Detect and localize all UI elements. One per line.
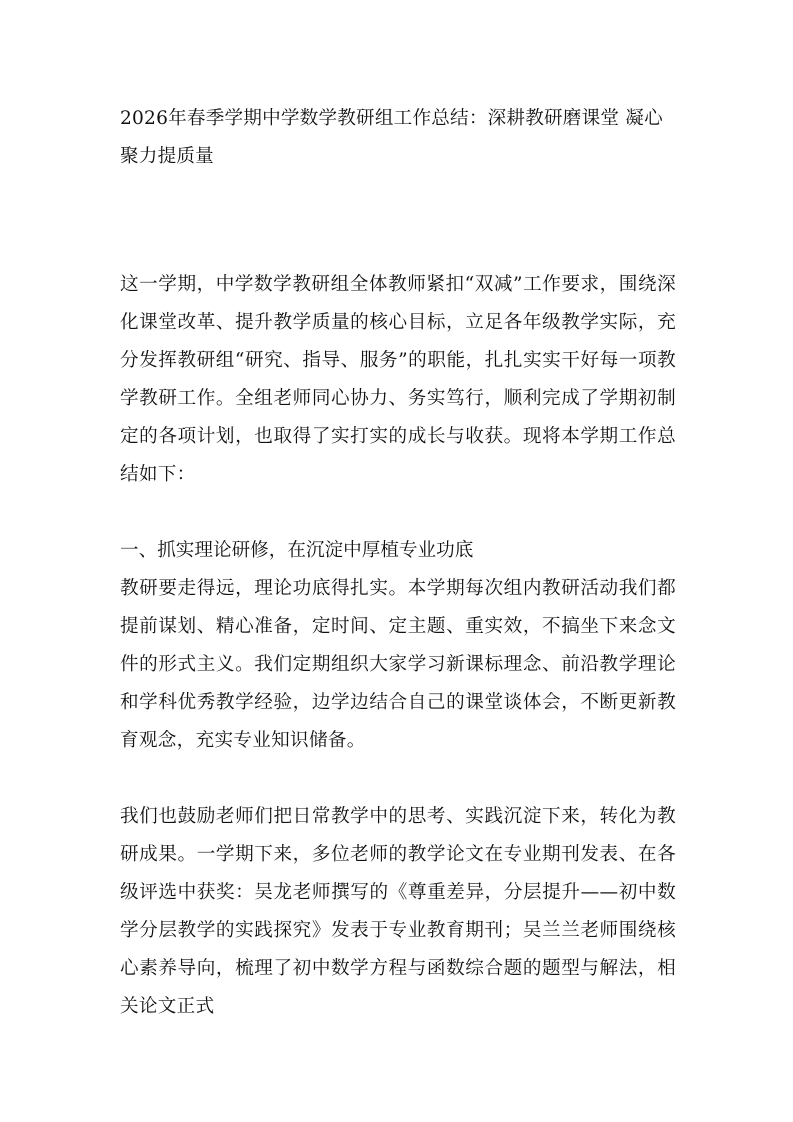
- section-heading: 一、抓实理论研修，在沉淀中厚植专业功底: [120, 540, 474, 561]
- document-body: [120, 100, 676, 1026]
- intro-paragraph: 这一学期，中学数学教研组全体教师紧扣“双减”工作要求，围绕深化课堂改革、提升教学质量的核心目标，立足各年级教学实际，充分发挥教研组“研究、指导、服务”的职能，扎扎实实干好每一项教学教研工作。全组老师同心协力、务实笃行，顺利完成了学期初制定的各项计划，也取得了实打实的成长与收获。现将本学期工作总结如下：: [120, 274, 676, 485]
- spacer: [120, 494, 676, 532]
- spacer: [120, 176, 676, 266]
- spacer: [120, 760, 676, 798]
- section-paragraph: 我们也鼓励老师们把日常教学中的思考、实践沉淀下来，转化为教研成果。一学期下来，多位老师的教学论文在专业期刊发表、在各级评选中获奖：吴龙老师撰写的《尊重差异，分层提升——初中数学分层教学的实践探究》发表于专业教育期刊；吴兰兰老师围绕核心素养导向，梳理了初中数学方程与函数综合题的题型与解法，相关论文正式: [120, 806, 676, 1017]
- document-title: 2026年春季学期中学数学教研组工作总结：深耕教研磨课堂 凝心聚力提质量: [120, 108, 663, 167]
- section-paragraph: 教研要走得远，理论功底得扎实。本学期每次组内教研活动我们都提前谋划、精心准备，定时间、定主题、重实效，不搞坐下来念文件的形式主义。我们定期组织大家学习新课标理念、前沿教学理论和学科优秀教学经验，边学边结合自己的课堂谈体会，不断更新教育观念，充实专业知识储备。: [120, 578, 676, 751]
